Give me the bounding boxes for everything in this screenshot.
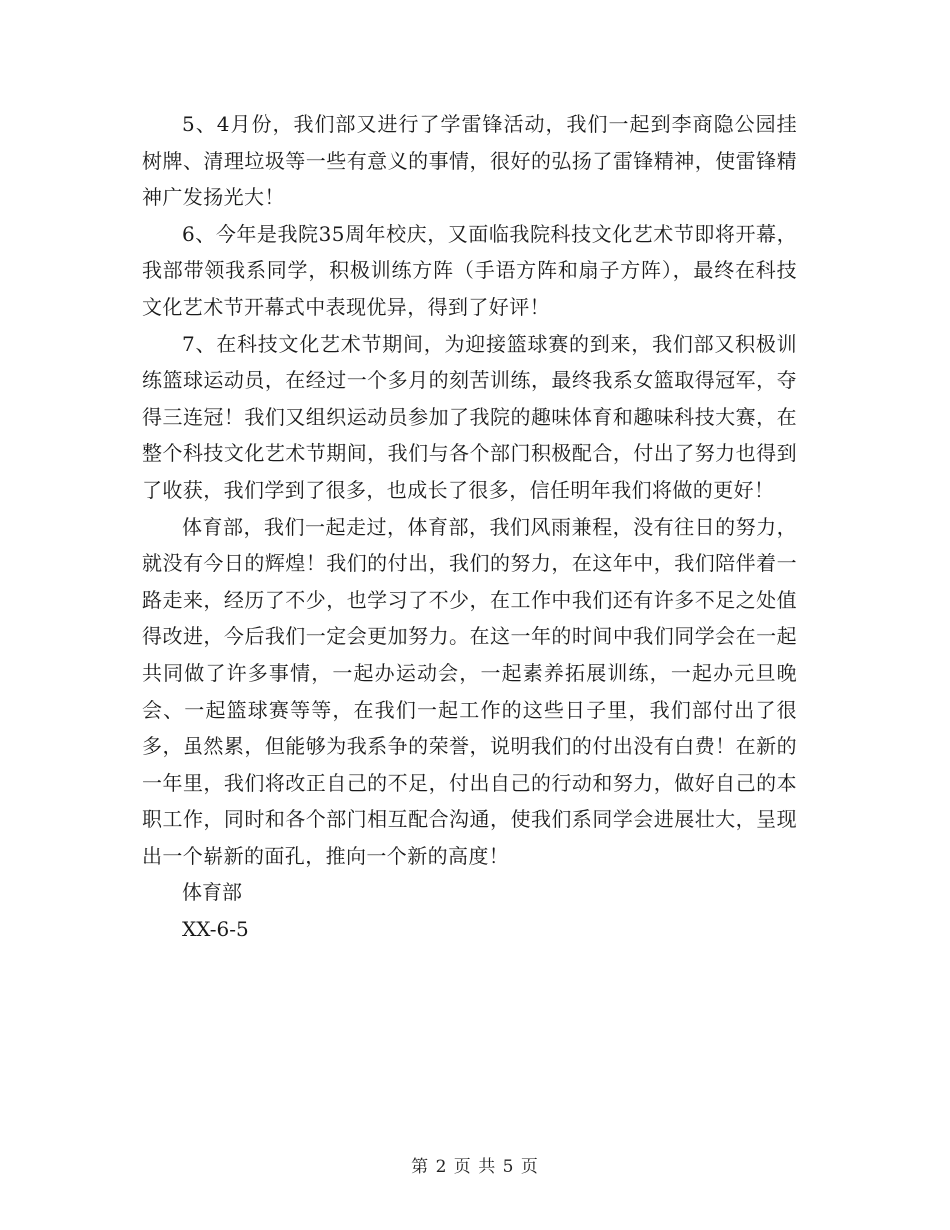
closing-paragraph: 体育部，我们一起走过，体育部，我们风雨兼程，没有往日的努力，就没有今日的辉煌！我们的付出，我们的努力，在这年中，我们陪伴着一路走来，经历了不少，也学习了不少，在工作中我们还有许多不足之处值得改进，今后我们一定会更加努力。在这一年的时间中我们同学会在一起共同做了许多事情，一起办运动会，一起素养拓展训练，一起办元旦晚会、一起篮球赛等等，在我们一起工作的这些日子里，我们部付出了很多，虽然累，但能够为我系争的荣誉，说明我们的付出没有白费！在新的一年里，我们将改正自己的不足，付出自己的行动和努力，做好自己的本职工作，同时和各个部门相互配合沟通，使我们系同学会进展壮大，呈现出一个崭新的面孔，推向一个新的高度！	[142, 514, 797, 868]
paragraph-item-6: 6、今年是我院35周年校庆，又面临我院科技文化艺术节即将开幕，我部带领我系同学，积极训练方阵（手语方阵和扇子方阵），最终在科技文化艺术节开幕式中表现优异，得到了好评！	[142, 221, 797, 319]
paragraph-item-7: 7、在科技文化艺术节期间，为迎接篮球赛的到来，我们部又积极训练篮球运动员，在经过一个多月的刻苦训练，最终我系女篮取得冠军，夺得三连冠！我们又组织运动员参加了我院的趣味体育和趣味科技大赛，在整个科技文化艺术节期间，我们与各个部门积极配合，付出了努力也得到了收获，我们学到了很多，也成长了很多，信任明年我们将做的更好！	[142, 331, 797, 502]
signature-org: 体育部	[182, 880, 242, 905]
page-footer: 第 2 页 共 5 页	[411, 1157, 539, 1177]
document-body	[142, 106, 797, 948]
signature-date: XX-6-5	[182, 917, 249, 942]
paragraph-item-5: 5、4月份，我们部又进行了学雷锋活动，我们一起到李商隐公园挂树牌、清理垃圾等一些有意义的事情，很好的弘扬了雷锋精神，使雷锋精神广发扬光大！	[142, 112, 797, 210]
